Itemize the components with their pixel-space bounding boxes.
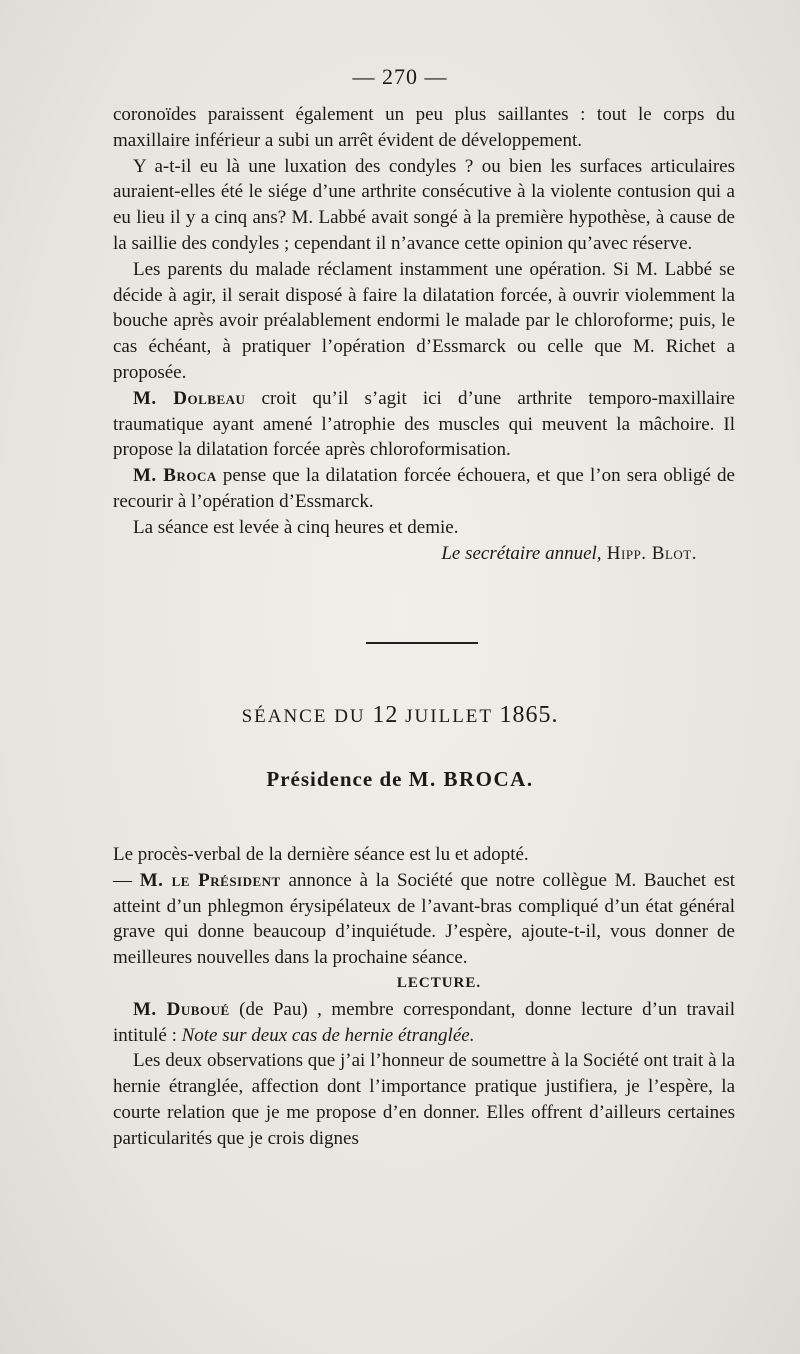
signature-name: Hipp. Blot.: [601, 542, 697, 564]
paragraph-text: pense que la dilatation forcée échouera, et que l’on sera obligé de recourir à l’opération d’Essmarck.: [113, 465, 735, 512]
paragraph: Le procès-verbal de la dernière séance est lu et adopté.: [113, 844, 529, 865]
presidency-heading: [0, 767, 800, 792]
speaker-name: M. Broca: [133, 465, 217, 487]
section-divider: [366, 642, 478, 644]
paragraph: coronoïdes paraissent également un peu plus saillantes : tout le corps du maxillaire inférieur a subi un arrêt évident de développement.: [113, 104, 735, 151]
speaker-name: M. Dolbeau: [133, 387, 246, 409]
paragraph: Les parents du malade réclament instamment une opération. Si M. Labbé se décide à agir, il serait disposé à faire la dilatation forcée, à ouvrir violemment la bouche après avoir préalablement endormi le malade par le chloroforme; puis, le cas échéant, à pratiquer l’opération d’Essmarck ou celle que M. Richet a proposée.: [113, 258, 735, 383]
session-year: 1865.: [499, 702, 559, 728]
paragraph: Y a-t-il eu là une luxation des condyles ? ou bien les surfaces articulaires auraient-elles été le siége d’une arthrite consécutive à la violente contusion qui a eu lieu il y a cinq ans? M. Labbé avait songé à la première hypothèse, à cause de la saillie des condyles ; cependant il n’avance cette opinion qu’avec réserve.: [113, 155, 735, 254]
paragraph: [113, 868, 735, 971]
session-heading: [0, 702, 800, 729]
speaker-name: M. Duboué: [133, 998, 230, 1020]
section-heading-lecture: LECTURE.: [396, 974, 482, 991]
signature-role: Le secrétaire annuel,: [441, 542, 602, 564]
paragraph-text: annonce à la Société que notre collègue M. Bauchet est atteint d’un phlegmon érysipélateux de l’avant-bras compliqué d’un état général grave qui donne beaucoup d’inquiétude. J’espère, ajoute-t-il, vous donner de meilleures nouvelles dans la prochaine séance.: [113, 869, 735, 969]
paragraph: [113, 997, 735, 1049]
paragraph: La séance est levée à cinq heures et demie.: [133, 516, 459, 538]
text-block-bottom: [113, 842, 735, 1152]
session-day: 12: [372, 702, 399, 728]
presidency-prefix: Présidence de: [266, 767, 409, 791]
paragraph: [113, 463, 735, 515]
signature: [113, 541, 735, 567]
paragraph-text: croit qu’il s’agit ici d’une arthrite temporo-maxillaire traumatique ayant amené l’atrophie des muscles qui meuvent la mâchoire. Il propose la dilatation forcée après chloroformisation.: [113, 387, 735, 461]
paragraph: [113, 386, 735, 463]
presidency-name: M. BROCA.: [408, 767, 534, 791]
text-block-top: [113, 102, 735, 566]
session-month: JUILLET: [398, 706, 500, 727]
speaker-name: M. le Président: [139, 869, 281, 891]
dash: —: [113, 869, 140, 891]
paragraph-text: (de Pau) , membre correspondant, donne lecture d’un travail intitulé :: [113, 998, 735, 1046]
page-number: — 270 —: [352, 64, 448, 89]
work-title: Note sur deux cas de hernie étranglée.: [181, 1024, 475, 1046]
paragraph: Les deux observations que j’ai l’honneur de soumettre à la Société ont trait à la hernie étranglée, affection dont l’importance pratique justifiera, je l’espère, la courte relation que je me propose d’en donner. Elles offrent d’ailleurs certaines particularités que je crois dignes: [113, 1050, 735, 1149]
session-prefix: SÉANCE DU: [241, 706, 373, 727]
